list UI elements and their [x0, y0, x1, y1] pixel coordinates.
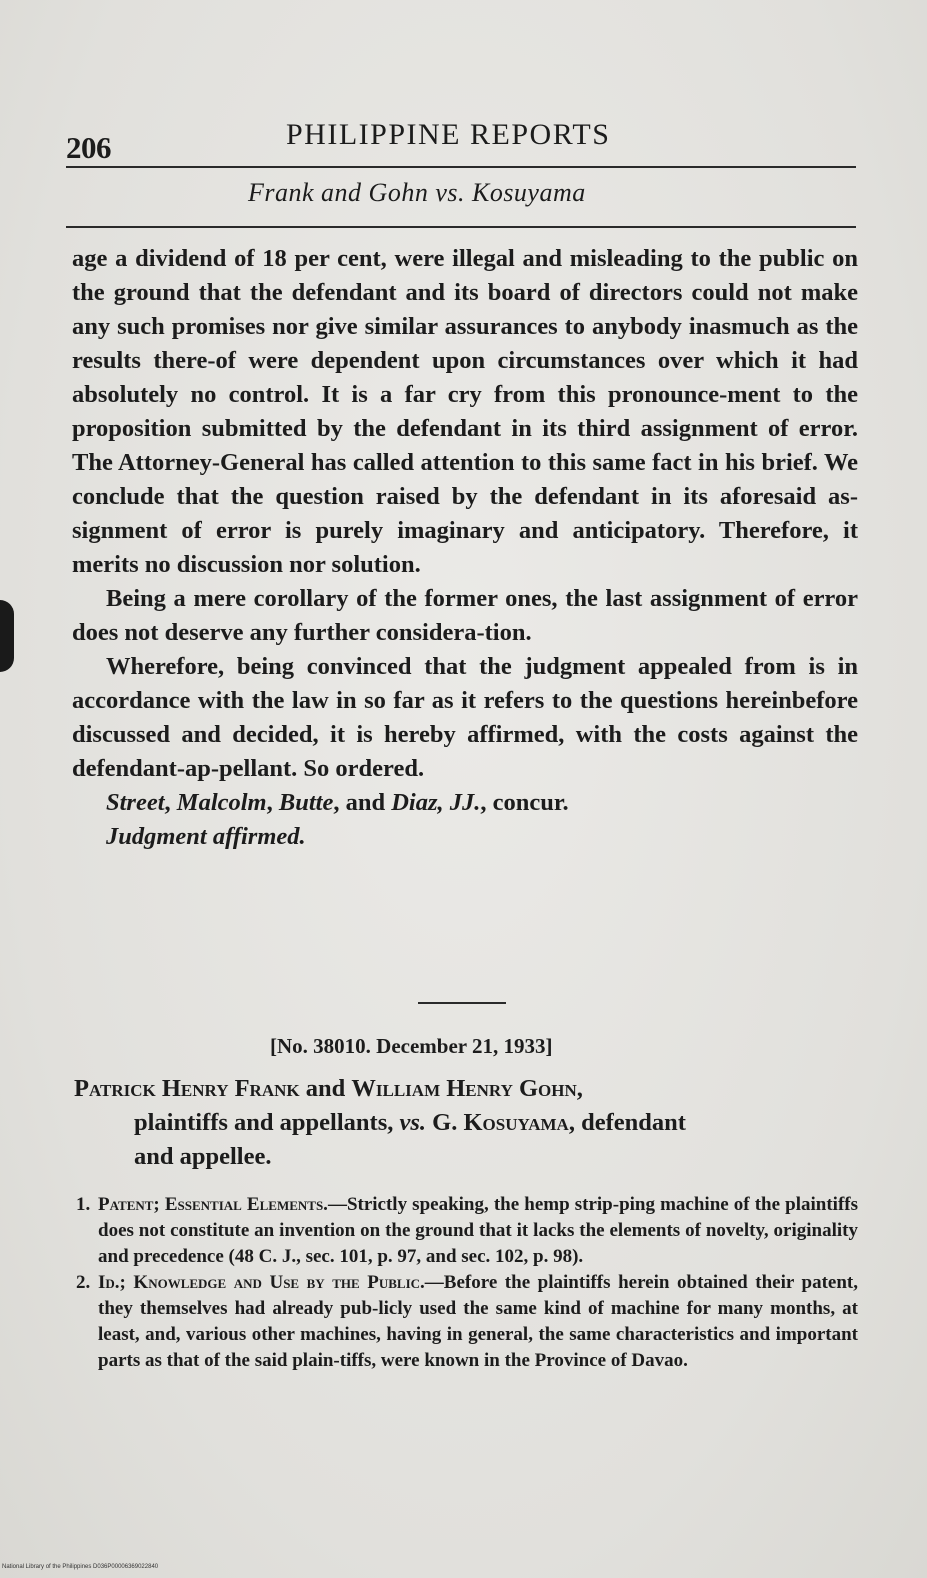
case-title: Frank and Gohn vs. Kosuyama	[248, 178, 586, 207]
section-divider	[418, 1002, 506, 1004]
source-footer: National Library of the Philippines D036P00006369022840	[2, 1564, 159, 1570]
plaintiff-2: William Henry Gohn	[351, 1075, 577, 1102]
paragraph-2: Being a mere corollary of the former ones, the last assignment of error does not deserve any further considera-tion.	[72, 585, 858, 646]
defendant-role: , defendant	[568, 1109, 686, 1136]
comma: ,	[576, 1075, 583, 1102]
versus: vs.	[399, 1109, 427, 1136]
separator: ,	[266, 789, 279, 816]
judge-name: Street	[106, 789, 165, 816]
syllabus-body: —Strictly speaking, the hemp strip-ping machine of the plaintiffs does not constitute an invention on the ground that it lacks the elements of novelty, originality and precedence (48 C. J., sec. 101, p. 97, and sec. 102, p. 98).	[98, 1194, 858, 1267]
conjunction: and	[299, 1075, 352, 1102]
parties-line-3: and appellee.	[134, 1143, 272, 1170]
parties-line-1	[74, 1072, 858, 1106]
concur-text: , concur.	[480, 789, 569, 816]
page-number: 206	[66, 130, 111, 165]
separator: , and	[333, 789, 392, 816]
docket-line: [No. 38010. December 21, 1933]	[270, 1034, 553, 1058]
syllabus-text	[98, 1192, 858, 1270]
disposition: Judgment affirmed.	[106, 823, 306, 850]
syllabus-number: 2.	[76, 1272, 91, 1293]
binding-shadow	[0, 600, 14, 672]
judge-name: Butte	[278, 789, 334, 816]
concurrence-line	[72, 786, 858, 820]
syllabus-heading: Patent; Essential Elements.	[98, 1194, 328, 1215]
syllabus-item	[76, 1192, 858, 1270]
syllabus	[76, 1192, 858, 1374]
case-title-rule	[66, 226, 856, 228]
judge-name: Malcolm	[176, 789, 267, 816]
paragraph-3: Wherefore, being convinced that the judgment appealed from is in accordance with the law in so far as it refers to the questions hereinbefore discussed and decided, it is hereby affirmed, with the costs against the defendant-ap-pellant. So ordered.	[72, 653, 858, 782]
separator: ,	[164, 789, 177, 816]
judges-title: , JJ.	[437, 789, 481, 816]
case-parties	[74, 1072, 858, 1174]
defendant-initial: G.	[426, 1109, 464, 1136]
running-title: PHILIPPINE REPORTS	[286, 118, 611, 151]
parties-line-2	[74, 1106, 858, 1140]
syllabus-text	[98, 1270, 858, 1374]
page-header	[66, 118, 856, 166]
plaintiff-1: Patrick Henry Frank	[74, 1075, 300, 1102]
header-rule	[66, 166, 856, 168]
plaintiff-role: plaintiffs and appellants,	[134, 1109, 400, 1136]
syllabus-item	[76, 1270, 858, 1374]
defendant-name: Kosuyama	[463, 1109, 569, 1136]
opinion-body	[72, 242, 858, 854]
syllabus-heading: Id.; Knowledge and Use by the Public.	[98, 1272, 425, 1293]
syllabus-number: 1.	[76, 1194, 91, 1215]
judge-name: Diaz	[391, 789, 438, 816]
syllabus-body: —Before the plaintiffs herein obtained their patent, they themselves had already pub-licly used the same kind of machine for many months, at least, and, various other machines, having in general, the same characteristics and important parts as that of the said plain-tiffs, were known in the Province of Davao.	[98, 1272, 859, 1371]
paragraph-1: age a dividend of 18 per cent, were illegal and misleading to the public on the ground that the defendant and its board of directors could not make any such promises nor give similar assurances to anybody inasmuch as the results there-of were dependent upon circumstances over which it had absolutely no control. It is a far cry from this pronounce-ment to the proposition submitted by the defendant in its third assignment of error. The Attorney-General has called attention to this same fact in his brief. We conclude that the question raised by the defendant in its aforesaid as-signment of error is purely imaginary and anticipatory. Therefore, it merits no discussion nor solution.	[72, 245, 858, 578]
